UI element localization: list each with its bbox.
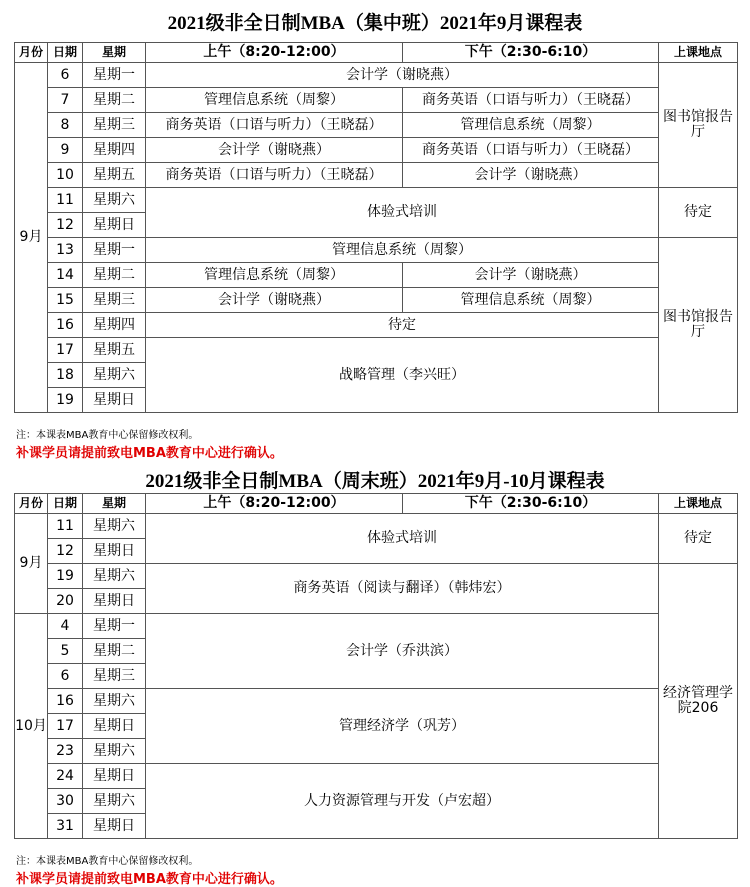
- header-afternoon: 下午（2:30-6:10）: [403, 43, 659, 63]
- weekday-cell: 星期日: [83, 589, 146, 614]
- date-cell: 24: [48, 764, 83, 789]
- weekday-cell: 星期一: [83, 63, 146, 88]
- course-cell-am: 管理信息系统（周黎）: [146, 263, 403, 288]
- weekday-cell: 星期六: [83, 188, 146, 213]
- table-row: [15, 63, 738, 88]
- date-cell: 10: [48, 163, 83, 188]
- course-cell-pm: 会计学（谢晓燕）: [403, 263, 659, 288]
- table-row: [15, 163, 738, 188]
- header-month: 月份: [15, 494, 48, 514]
- date-cell: 6: [48, 664, 83, 689]
- header-date: 日期: [48, 494, 83, 514]
- date-cell: 7: [48, 88, 83, 113]
- header-row: [15, 43, 738, 63]
- footnote: 注：本课表MBA教育中心保留修改权利。: [16, 856, 199, 867]
- date-cell: 20: [48, 589, 83, 614]
- month-cell: 9月: [15, 63, 48, 413]
- weekday-cell: 星期日: [83, 814, 146, 839]
- weekday-cell: 星期五: [83, 163, 146, 188]
- header-afternoon: 下午（2:30-6:10）: [403, 494, 659, 514]
- weekday-cell: 星期六: [83, 363, 146, 388]
- date-cell: 8: [48, 113, 83, 138]
- course-cell: 商务英语（阅读与翻译）（韩炜宏）: [146, 564, 659, 614]
- course-cell-pm: 管理信息系统（周黎）: [403, 288, 659, 313]
- table-row: [15, 764, 738, 789]
- course-cell: 体验式培训: [146, 514, 659, 564]
- table-row: [15, 614, 738, 639]
- course-cell-am: 管理信息系统（周黎）: [146, 88, 403, 113]
- date-cell: 18: [48, 363, 83, 388]
- date-cell: 6: [48, 63, 83, 88]
- location-cell: 待定: [659, 188, 738, 238]
- date-cell: 11: [48, 514, 83, 539]
- course-cell-am: 会计学（谢晓燕）: [146, 138, 403, 163]
- header-morning: 上午（8:20-12:00）: [146, 494, 403, 514]
- weekday-cell: 星期日: [83, 764, 146, 789]
- course-cell: 管理信息系统（周黎）: [146, 238, 659, 263]
- course-cell: 体验式培训: [146, 188, 659, 238]
- date-cell: 12: [48, 213, 83, 238]
- date-cell: 5: [48, 639, 83, 664]
- makeup-warning: 补课学员请提前致电MBA教育中心进行确认。: [16, 872, 283, 887]
- date-cell: 16: [48, 313, 83, 338]
- course-cell: 人力资源管理与开发（卢宏超）: [146, 764, 659, 839]
- course-cell-am: 商务英语（口语与听力）（王晓磊）: [146, 113, 403, 138]
- weekday-cell: 星期日: [83, 213, 146, 238]
- date-cell: 19: [48, 564, 83, 589]
- course-cell-am: 会计学（谢晓燕）: [146, 288, 403, 313]
- weekday-cell: 星期四: [83, 138, 146, 163]
- date-cell: 30: [48, 789, 83, 814]
- date-cell: 19: [48, 388, 83, 413]
- table-row: [15, 238, 738, 263]
- footnote: 注：本课表MBA教育中心保留修改权利。: [16, 430, 199, 441]
- weekday-cell: 星期日: [83, 539, 146, 564]
- date-cell: 13: [48, 238, 83, 263]
- weekday-cell: 星期三: [83, 664, 146, 689]
- weekday-cell: 星期日: [83, 388, 146, 413]
- table-row: [15, 564, 738, 589]
- location-cell: 图书馆报告厅: [659, 238, 738, 413]
- weekday-cell: 星期六: [83, 514, 146, 539]
- table-row: [15, 338, 738, 363]
- course-cell: 会计学（乔洪滨）: [146, 614, 659, 689]
- header-month: 月份: [15, 43, 48, 63]
- header-location: 上课地点: [659, 43, 738, 63]
- weekday-cell: 星期六: [83, 689, 146, 714]
- table-row: [15, 288, 738, 313]
- date-cell: 12: [48, 539, 83, 564]
- date-cell: 23: [48, 739, 83, 764]
- month-cell: 10月: [15, 614, 48, 839]
- course-cell-pm: 会计学（谢晓燕）: [403, 163, 659, 188]
- header-location: 上课地点: [659, 494, 738, 514]
- date-cell: 17: [48, 338, 83, 363]
- header-morning: 上午（8:20-12:00）: [146, 43, 403, 63]
- weekday-cell: 星期六: [83, 564, 146, 589]
- date-cell: 16: [48, 689, 83, 714]
- weekday-cell: 星期二: [83, 639, 146, 664]
- weekday-cell: 星期五: [83, 338, 146, 363]
- table-row: [15, 188, 738, 213]
- weekday-cell: 星期三: [83, 288, 146, 313]
- header-row: [15, 494, 738, 514]
- table-row: [15, 689, 738, 714]
- weekday-cell: 星期日: [83, 714, 146, 739]
- weekday-cell: 星期六: [83, 789, 146, 814]
- header-weekday: 星期: [83, 494, 146, 514]
- makeup-warning: 补课学员请提前致电MBA教育中心进行确认。: [16, 446, 283, 461]
- table-row: [15, 514, 738, 539]
- date-cell: 9: [48, 138, 83, 163]
- schedule-title-intensive: 2021级非全日制MBA（集中班）2021年9月课程表: [167, 13, 583, 34]
- schedule-title-weekend: 2021级非全日制MBA（周末班）2021年9月-10月课程表: [145, 471, 605, 492]
- date-cell: 14: [48, 263, 83, 288]
- date-cell: 17: [48, 714, 83, 739]
- weekday-cell: 星期六: [83, 739, 146, 764]
- table-row: [15, 138, 738, 163]
- table-row: [15, 88, 738, 113]
- weekday-cell: 星期一: [83, 238, 146, 263]
- month-cell: 9月: [15, 514, 48, 614]
- header-date: 日期: [48, 43, 83, 63]
- table-row: [15, 313, 738, 338]
- course-cell: 管理经济学（巩芳）: [146, 689, 659, 764]
- course-cell-am: 商务英语（口语与听力）（王晓磊）: [146, 163, 403, 188]
- table-row: [15, 263, 738, 288]
- location-cell: 待定: [659, 514, 738, 564]
- schedule-table-weekend: [14, 493, 738, 839]
- course-cell: 会计学（谢晓燕）: [146, 63, 659, 88]
- course-cell-pm: 管理信息系统（周黎）: [403, 113, 659, 138]
- weekday-cell: 星期一: [83, 614, 146, 639]
- location-cell: 图书馆报告厅: [659, 63, 738, 188]
- course-cell-pm: 商务英语（口语与听力）（王晓磊）: [403, 138, 659, 163]
- weekday-cell: 星期二: [83, 263, 146, 288]
- course-cell: 战略管理（李兴旺）: [146, 338, 659, 413]
- schedule-table-intensive: [14, 42, 738, 413]
- header-weekday: 星期: [83, 43, 146, 63]
- weekday-cell: 星期四: [83, 313, 146, 338]
- date-cell: 4: [48, 614, 83, 639]
- location-cell: 经济管理学院206: [659, 564, 738, 839]
- weekday-cell: 星期二: [83, 88, 146, 113]
- weekday-cell: 星期三: [83, 113, 146, 138]
- date-cell: 31: [48, 814, 83, 839]
- date-cell: 15: [48, 288, 83, 313]
- course-cell: 待定: [146, 313, 659, 338]
- course-cell-pm: 商务英语（口语与听力）（王晓磊）: [403, 88, 659, 113]
- table-row: [15, 113, 738, 138]
- date-cell: 11: [48, 188, 83, 213]
